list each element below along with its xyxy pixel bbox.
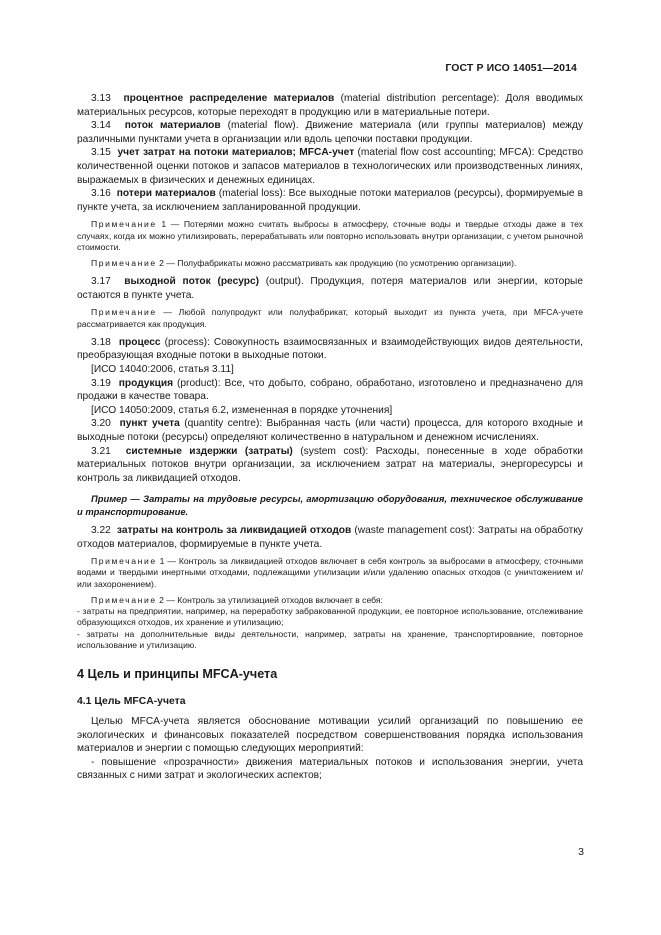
term-3-17: 3.17 выходной поток (ресурс) (output). Продукция, потеря материалов или энергии, которые остаются в пункте учета. bbox=[77, 276, 583, 301]
term-3-20: 3.20 пункт учета (quantity centre): Выбранная часть (или части) процесса, для которого входные и выходные потоки (ресурсы) определяют количественно в натуральном и денежном исчислениях. bbox=[77, 418, 583, 443]
term-title: продукция bbox=[118, 377, 174, 389]
term-title: затраты на контроль за ликвидацией отходов bbox=[116, 525, 352, 537]
section-4-1-paragraph: Целью MFCA-учета является обоснование мотивации усилий организаций по повышению ее экологических и финансовых показателей посредством совершенствования порядка использования материалов и энергии с помощью следующих мероприятий: bbox=[77, 715, 583, 755]
term-3-15: 3.15 учет затрат на потоки материалов; MFCA-учет (material flow cost accounting; MFCA): Средство количественной оценки потоков и запасов материалов в технологических или производственных линиях, выражаемых в физических и денежных единицах. bbox=[77, 147, 583, 186]
term-3-21: 3.21 системные издержки (затраты) (system cost): Расходы, понесенные в ходе обработки материальных потоков внутри организации, за исключением затрат на материалы, энергоресурсы и контроль за ликвидацией отходов. bbox=[77, 445, 583, 484]
document-code: ГОСТ Р ИСО 14051—2014 bbox=[445, 62, 577, 74]
reference-3-19: [ИСО 14050:2009, статья 6.2, измененная в порядке уточнения] bbox=[91, 404, 393, 416]
section-4-heading: 4 Цель и принципы MFCA-учета bbox=[77, 666, 278, 681]
term-title: пункт учета bbox=[119, 418, 180, 430]
term-3-13: 3.13 процентное распределение материалов (material distribution percentage): Доля вводимых материальных ресурсов, которые переходят в продукцию или в материальные потери. bbox=[77, 93, 583, 118]
term-3-18: 3.18 процесс (process): Совокупность взаимосвязанных и взаимодействующих видов деятельности, преобразующая входные потоки в выходные потоки. bbox=[77, 336, 583, 362]
example-3-21: Пример — Затраты на трудовые ресурсы, амортизацию оборудования, техническое обслуживание и транспортирование. bbox=[77, 493, 583, 517]
page-content bbox=[77, 92, 583, 783]
term-title: процентное распределение материалов bbox=[123, 93, 335, 104]
note-3-22-1: Примечание 1 — Контроль за ликвидацией отходов включает в себя контроль за выбросами в атмосферу, сточными водами и твердыми инертными отходами, подлежащими утилизации и/или удалению опасных отходов (с уничтожением и/или захоронением). bbox=[77, 556, 583, 589]
term-title: учет затрат на потоки материалов; MFCA-учет bbox=[117, 147, 355, 159]
term-title: системные издержки (затраты) bbox=[125, 445, 293, 457]
term-3-16: 3.16 потери материалов (material loss): Все выходные потоки материалов (ресурсы), формируемые в пункте учета, за исключением запланированной продукции. bbox=[77, 188, 583, 213]
section-4-1-list-item: - повышение «прозрачности» движения материальных потоков и использования энергии, учета связанных с ними затрат и экологических аспектов; bbox=[77, 756, 583, 782]
note-3-22-2-item: - затраты на дополнительные виды деятельности, например, затраты на хранение, транспортирование, повторное использование и утилизацию. bbox=[77, 628, 583, 650]
term-3-14: 3.14 поток материалов (material flow). Движение материала (или группы материалов) между различными пунктами учета в организации или вдоль цепочки поставки продукции. bbox=[77, 120, 583, 145]
note-3-22-2: Примечание 2 — Контроль за утилизацией отходов включает в себя: bbox=[91, 594, 383, 605]
term-title: потери материалов bbox=[116, 188, 216, 200]
note-3-22-2-item: - затраты на предприятии, например, на переработку забракованной продукции, ее повторное использование, отслеживание образующихся отходов, их хранение и утилизацию; bbox=[77, 606, 583, 628]
term-3-22: 3.22 затраты на контроль за ликвидацией отходов (waste management cost): Затраты на обработку отходов материалов, формируемые в пункте учета. bbox=[77, 525, 583, 550]
note-3-17: Примечание — Любой полупродукт или полуфабрикат, который выходит из пункта учета, при MFCA-учете рассматривается как продукция. bbox=[77, 307, 583, 329]
term-title: поток материалов bbox=[124, 120, 221, 132]
term-3-19: 3.19 продукция (product): Все, что добыто, собрано, обработано, изготовлено и предназначено для продажи в качестве товара. bbox=[77, 377, 583, 403]
note-3-16-2: Примечание 2 — Полуфабрикаты можно рассматривать как продукцию (по усмотрению организации). bbox=[91, 257, 517, 268]
reference-3-18: [ИСО 14040:2006, статья 3.11] bbox=[91, 363, 234, 375]
term-title: выходной поток (ресурс) bbox=[124, 276, 260, 288]
term-title: процесс bbox=[118, 336, 161, 348]
subsection-4-1-heading: 4.1 Цель MFCA-учета bbox=[77, 695, 186, 707]
page-number: 3 bbox=[578, 846, 584, 858]
note-3-16-1: Примечание 1 — Потерями можно считать выбросы в атмосферу, сточные воды и твердые отходы даже в тех случаях, когда их можно утилизировать, перерабатывать или повторно использовать внутри организации, с учетом рыночной стоимости. bbox=[77, 219, 583, 252]
